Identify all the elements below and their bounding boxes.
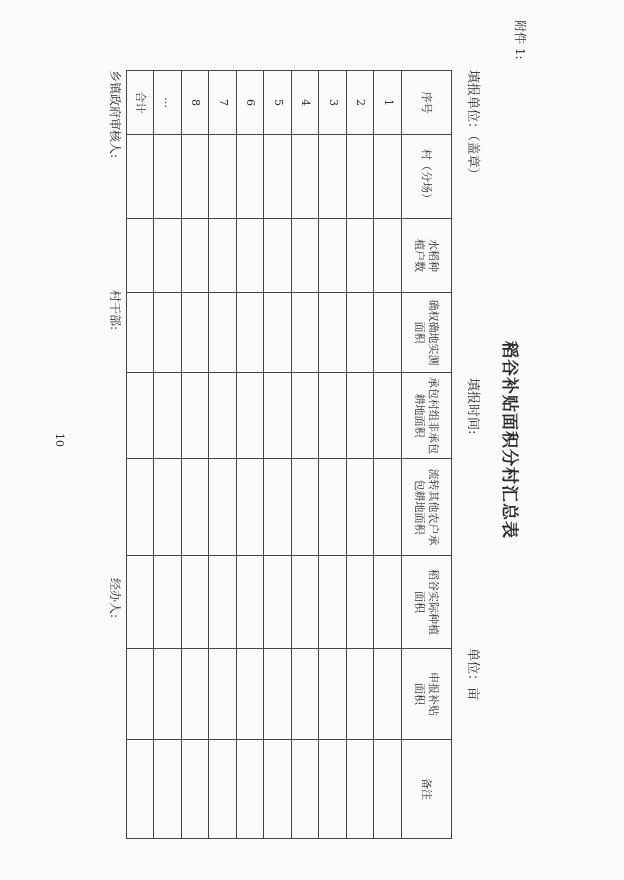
data-cell[interactable]: [292, 135, 320, 219]
data-cell[interactable]: [319, 556, 347, 649]
data-cell[interactable]: [264, 293, 292, 373]
data-cell[interactable]: [347, 219, 375, 293]
reporting-time-label: 填报时间:: [465, 378, 480, 435]
data-cell[interactable]: [182, 219, 210, 293]
data-cell[interactable]: [209, 293, 237, 373]
row-serial-cell: 合计: [127, 71, 155, 135]
data-cell[interactable]: [347, 459, 375, 556]
table-row: [237, 71, 265, 839]
data-cell[interactable]: [319, 459, 347, 556]
village-cadre-signature-label: 村干部:: [108, 290, 122, 331]
table-header-row: [402, 71, 452, 839]
data-cell[interactable]: [319, 649, 347, 740]
row-serial-cell: …: [154, 71, 182, 135]
data-cell[interactable]: [182, 459, 210, 556]
data-cell[interactable]: [319, 293, 347, 373]
data-cell[interactable]: [209, 135, 237, 219]
header-village: 村（分场）: [402, 135, 452, 219]
data-cell[interactable]: [209, 740, 237, 839]
data-cell[interactable]: [127, 649, 155, 740]
reporting-unit-label: 填报单位：（盖章）: [465, 70, 480, 181]
data-cell[interactable]: [347, 740, 375, 839]
row-serial-cell: 6: [237, 71, 265, 135]
subsidy-summary-table: [126, 70, 452, 839]
data-cell[interactable]: [264, 135, 292, 219]
data-cell[interactable]: [154, 219, 182, 293]
data-cell[interactable]: [182, 293, 210, 373]
data-cell[interactable]: [264, 556, 292, 649]
data-cell[interactable]: [347, 135, 375, 219]
data-cell[interactable]: [237, 649, 265, 740]
document-title: 稻谷补贴面积分村汇总表: [499, 341, 519, 539]
row-serial-cell: 3: [319, 71, 347, 135]
data-cell[interactable]: [292, 649, 320, 740]
data-cell[interactable]: [319, 219, 347, 293]
data-cell[interactable]: [292, 219, 320, 293]
row-serial-cell: 8: [182, 71, 210, 135]
header-rice-households: 水稻种植户数: [402, 219, 452, 293]
measure-unit-label: 单位：亩: [465, 648, 480, 701]
data-cell[interactable]: [292, 459, 320, 556]
table-row: [209, 71, 237, 839]
data-cell[interactable]: [347, 649, 375, 740]
data-cell[interactable]: [182, 556, 210, 649]
table-row: [292, 71, 320, 839]
data-cell[interactable]: [292, 740, 320, 839]
data-cell[interactable]: [237, 556, 265, 649]
data-cell[interactable]: [127, 135, 155, 219]
data-cell[interactable]: [374, 219, 402, 293]
data-cell[interactable]: [127, 373, 155, 459]
data-cell[interactable]: [374, 649, 402, 740]
data-cell[interactable]: [264, 373, 292, 459]
table-row: [319, 71, 347, 839]
header-remarks: 备注: [402, 740, 452, 839]
header-measured-area: 确权确地实测面积: [402, 293, 452, 373]
data-cell[interactable]: [209, 649, 237, 740]
data-cell[interactable]: [182, 649, 210, 740]
data-cell[interactable]: [374, 373, 402, 459]
data-cell[interactable]: [127, 219, 155, 293]
row-serial-cell: 7: [209, 71, 237, 135]
row-serial-cell: 2: [347, 71, 375, 135]
row-serial-cell: 5: [264, 71, 292, 135]
data-cell[interactable]: [154, 556, 182, 649]
data-cell[interactable]: [319, 740, 347, 839]
data-cell[interactable]: [237, 219, 265, 293]
data-cell[interactable]: [374, 556, 402, 649]
data-cell[interactable]: [374, 135, 402, 219]
data-cell[interactable]: [237, 373, 265, 459]
table-row: [182, 71, 210, 839]
table-row: [127, 71, 155, 839]
header-actual-planting-area: 稻谷实际种植面积: [402, 556, 452, 649]
data-cell[interactable]: [264, 649, 292, 740]
row-serial-cell: 1: [374, 71, 402, 135]
data-cell[interactable]: [347, 556, 375, 649]
data-cell[interactable]: [154, 740, 182, 839]
data-cell[interactable]: [127, 556, 155, 649]
header-serial: 序号: [402, 71, 452, 135]
data-cell[interactable]: [264, 219, 292, 293]
data-cell[interactable]: [374, 459, 402, 556]
data-cell[interactable]: [209, 459, 237, 556]
attachment-label: 附件 1:: [513, 20, 527, 60]
data-cell[interactable]: [264, 740, 292, 839]
data-cell[interactable]: [154, 135, 182, 219]
table-row: [347, 71, 375, 839]
table-row: [154, 71, 182, 839]
data-cell[interactable]: [127, 740, 155, 839]
town-reviewer-signature-label: 乡镇政府审核人:: [108, 70, 122, 159]
table-row: [374, 71, 402, 839]
data-cell[interactable]: [209, 219, 237, 293]
data-cell[interactable]: [264, 459, 292, 556]
header-transferred-area: 流转其他农户承包耕地面积: [402, 459, 452, 556]
data-cell[interactable]: [182, 135, 210, 219]
data-cell[interactable]: [292, 373, 320, 459]
handler-signature-label: 经办人:: [108, 578, 122, 619]
data-cell[interactable]: [154, 459, 182, 556]
data-cell[interactable]: [154, 373, 182, 459]
data-cell[interactable]: [237, 740, 265, 839]
data-cell[interactable]: [237, 459, 265, 556]
data-cell[interactable]: [154, 649, 182, 740]
data-cell[interactable]: [237, 135, 265, 219]
data-cell[interactable]: [209, 373, 237, 459]
data-cell[interactable]: [182, 373, 210, 459]
header-declared-subsidy-area: 申报补贴面积: [402, 649, 452, 740]
header-non-contracted-area: 承包村组非承包耕地面积: [402, 373, 452, 459]
data-cell[interactable]: [154, 293, 182, 373]
data-cell[interactable]: [237, 293, 265, 373]
data-cell[interactable]: [319, 373, 347, 459]
data-cell[interactable]: [374, 740, 402, 839]
data-cell[interactable]: [347, 373, 375, 459]
data-cell[interactable]: [292, 556, 320, 649]
data-cell[interactable]: [127, 459, 155, 556]
data-cell[interactable]: [374, 293, 402, 373]
data-cell[interactable]: [319, 135, 347, 219]
data-cell[interactable]: [127, 293, 155, 373]
data-cell[interactable]: [182, 740, 210, 839]
row-serial-cell: 4: [292, 71, 320, 135]
table-row: [264, 71, 292, 839]
data-cell[interactable]: [292, 293, 320, 373]
data-cell[interactable]: [209, 556, 237, 649]
data-cell[interactable]: [347, 293, 375, 373]
page-number: 10: [53, 433, 66, 447]
